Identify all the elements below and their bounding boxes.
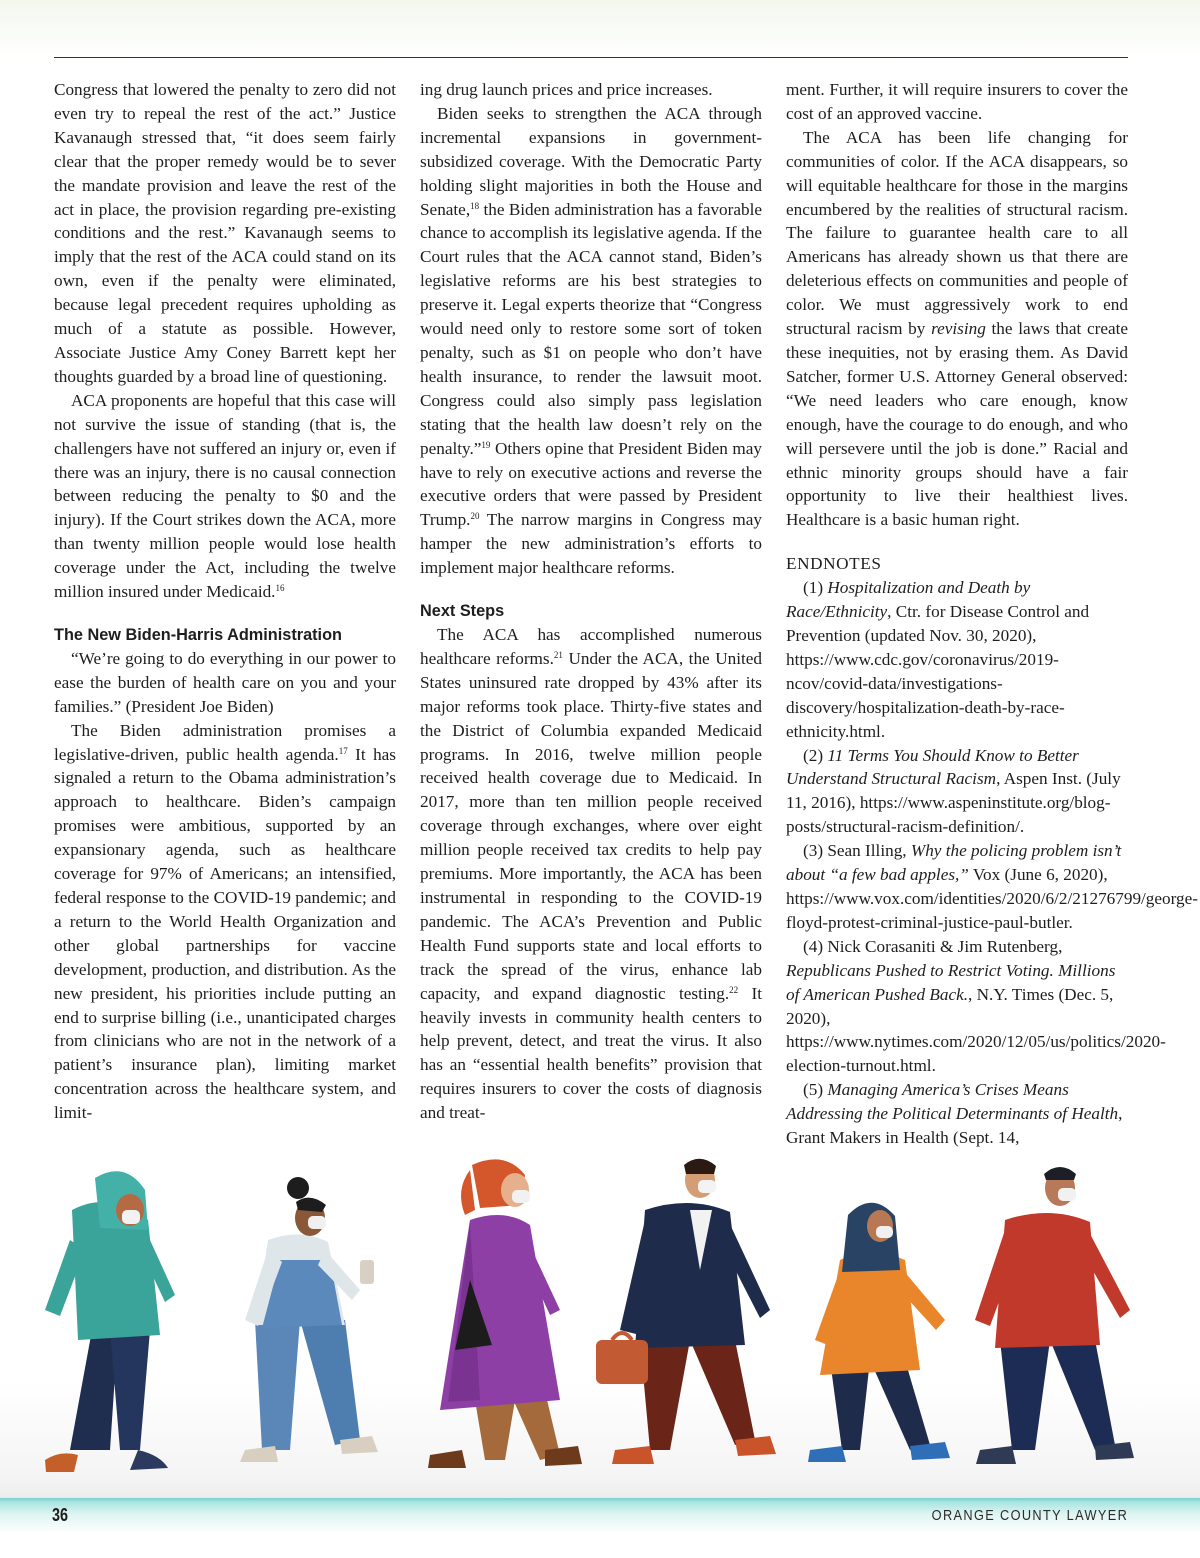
footnote-ref: 18 xyxy=(470,200,480,211)
person-red-sweater xyxy=(975,1167,1134,1464)
footnote-ref: 21 xyxy=(553,649,563,660)
paragraph: Biden seeks to strengthen the ACA through incremental expansions in government-subsidized coverage. With the Democratic Party holding slight majorities in both the House and Senate,$^{18}$ the Biden administration has a favorable chance to accomplish its legislative agenda. If the Court rules that the ACA cannot stand, Biden’s legislative reforms are his best strategies to preserve it. Legal experts theorize that “Congress would need only to restore some sort of token penalty, such as $1 on people who don’t have health insurance, to render the lawsuit moot. Congress could also simply pass legislation stating that the health law doesn’t rely on the penalty.”$^{19}$ Others opine that President Biden may have to rely on executive actions and reverse the executive orders that were passed by President Trump.$^{20}$ The narrow margins in Congress may hamper the new administration’s efforts to implement major healthcare reforms. xyxy=(420,103,762,578)
section-heading: Next Steps xyxy=(420,602,505,621)
footnote-ref: 16 xyxy=(275,583,285,594)
endnotes-heading: ENDNOTES xyxy=(786,554,882,574)
footnote-ref: 17 xyxy=(338,745,348,756)
person-navy-jacket xyxy=(596,1159,776,1464)
person-orange-coat xyxy=(808,1203,950,1462)
footnote-ref: 19 xyxy=(481,439,491,450)
person-purple-dress xyxy=(428,1159,582,1468)
footnote-ref: 20 xyxy=(470,511,480,522)
column-2 xyxy=(420,78,762,1125)
paragraph: ing drug launch prices and price increases. xyxy=(420,80,713,99)
person-denim-overalls xyxy=(240,1177,378,1462)
endnote: (2) 11 Terms You Should Know to Better Understand Structural Racism, Aspen Inst. (July 11, 2016), https://www.aspeninstitute.org/blog-posts/structural-racism-definition/. xyxy=(786,745,1121,837)
person-teal-hoodie xyxy=(45,1171,175,1472)
paragraph: ment. Further, it will require insurers to cover the cost of an approved vaccine. xyxy=(786,80,1128,123)
endnote: (3) Sean Illing, Why the policing problem isn’t about “a few bad apples,” Vox (June 6, 2020), https://www.vox.com/identities/2020/6/2/21276799/george-floyd-protest-criminal-justice-paul-butler. xyxy=(786,841,1198,932)
header-rule xyxy=(54,57,1128,58)
paragraph: The ACA has been life changing for communities of color. If the ACA disappears, so will equitable healthcare for those in the margins encumbered by the realities of structural racism. The failure to guarantee health care to all Americans has already shown us that there are deleterious effects on communities and people of color. We must aggressively work to end structural racism by revising the laws that create these inequities, not by erasing them. As David Satcher, former U.S. Attorney General observed: “We need leaders who care enough, know enough, have the courage to do enough, and who will persevere until the job is done.” Racial and ethnic minority groups should have a fair opportunity to live their healthiest lives. Healthcare is a basic human right. xyxy=(786,127,1128,530)
endnote: (4) Nick Corasaniti & Jim Rutenberg, Republicans Pushed to Restrict Voting. Millions of American Pushed Back., N.Y. Times (Dec. 5, 2020), https://www.nytimes.com/2020/12/05/us/politics/2020-election-turnout.html. xyxy=(786,936,1166,1076)
paragraph: The Biden administration promises a legislative-driven, public health agenda.$^{17}$ It has signaled a return to the Obama administration’s approach to healthcare. Biden’s campaign promises were ambitious, supported by an expansionary agenda, such as healthcare coverage for 97% of Americans; an intensified, federal response to the COVID-19 pandemic; and a return to the World Health Organization and other global partnerships for vaccine development, production, and distribution. As the new president, his priorities include putting an end to surprise billing (i.e., unanticipated charges from clinicians who are not in the network of a patient’s insurance plan), limiting market concentration across the healthcare system, and limit- xyxy=(54,720,396,1123)
paragraph: Congress that lowered the penalty to zero did not even try to repeal the rest of the act.” Justice Kavanaugh stressed that, “it does seem fairly clear that the proper remedy would be to sever the mandate provision and leave the rest of the act in place, the provision regarding pre-existing conditions and the rest.” Kavanaugh seems to imply that the rest of the ACA could stand on its own, even if the penalty were eliminated, because legal precedent requires upholding as much of a statute as possible. However, Associate Justice Amy Coney Barrett kept her thoughts guarded by a broad line of questioning. xyxy=(54,80,396,386)
walking-people-illustration xyxy=(0,1150,1200,1500)
footnote-ref: 22 xyxy=(729,984,739,995)
column-3 xyxy=(786,78,1198,1150)
section-heading: The New Biden-Harris Administration xyxy=(54,625,342,644)
column-1 xyxy=(54,78,396,1125)
page-number: 36 xyxy=(52,1505,69,1525)
paragraph: ACA proponents are hopeful that this case will not survive the issue of standing (that is, the challengers have not suffered an injury or, even if there was an injury, there is no causal connection between reducing the penalty to $0 and the injury). If the Court strikes down the ACA, more than twenty million people would lose health coverage under the Act, including the twelve million insured under Medicaid.$^{16}$ xyxy=(54,390,396,602)
endnote: (1) Hospitalization and Death by Race/Ethnicity, Ctr. for Disease Control and Prevention (updated Nov. 30, 2020), https://www.cdc.gov/coronavirus/2019-ncov/covid-data/investigations-discovery/hospitalization-death-by-race-ethnicity.html. xyxy=(786,578,1090,741)
pull-quote: “We’re going to do everything in our power to ease the burden of health care on you and your families.” (President Joe Biden) xyxy=(54,648,396,716)
endnote: (5) Managing America’s Crises Means Addressing the Political Determinants of Health, Grant Makers in Health (Sept. 14, xyxy=(786,1080,1123,1148)
paragraph: The ACA has accomplished numerous healthcare reforms.$^{21}$ Under the ACA, the United States uninsured rate dropped by 43% after its major reforms took place. Thirty-five states and the District of Columbia expanded Medicaid programs. In 2016, twelve million people received health coverage due to Medicaid. In 2017, more than ten million people received coverage through exchanges, where over eight million people received tax credits to help pay premiums. More importantly, the ACA has been instrumental in responding to the COVID-19 pandemic. The ACA’s Prevention and Public Health Fund supports state and local efforts to track the spread of the virus, enhance lab capacity, and expand diagnostic testing.$^{22}$ It heavily invests in community health centers to help prevent, detect, and treat the virus. It also has an “essential health benefits” provision that requires insurers to cover the costs of diagnosis and treat- xyxy=(420,625,763,1123)
publication-name: ORANGE COUNTY LAWYER xyxy=(931,1507,1128,1524)
